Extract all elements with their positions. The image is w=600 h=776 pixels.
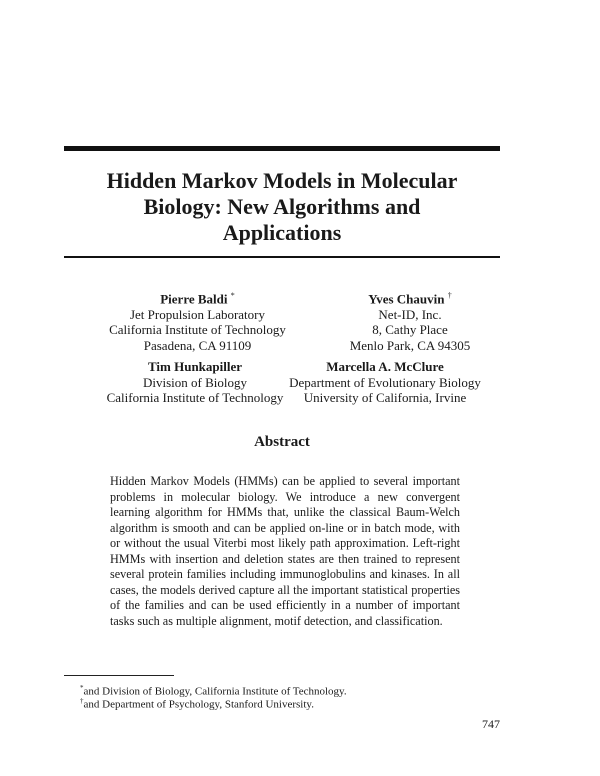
abstract-text: Hidden Markov Models (HMMs) can be applied to several important problems in molecular biology. We introduce a new convergent learning algorithm for HMMs that, unlike the classical Baum-Welch algorithm is smooth and can be applied on-line or in batch mode, with or without the usual Viterbi most likely path approximation. Left-right HMMs with insertion and deletion states are then trained to represent several protein families including immunoglobulins and kinases. In all cases, the models derived capture all the important statistical properties of the families and can be used efficiently in a number of important tasks such as multiple alignment, motif detection, and classification. [110,474,460,628]
author-affiliation: 8, Cathy Place [372,322,448,338]
top-rule [64,146,500,151]
author-affiliation: Menlo Park, CA 94305 [349,337,471,353]
author-affiliation: Net-ID, Inc. [378,306,442,322]
page-number: 747 [482,717,500,731]
footnote-rule [64,675,174,676]
title-line-1: Hidden Markov Models in Molecular [106,168,458,193]
author-mark: * [230,291,235,300]
author-name: Yves Chauvin [368,291,445,307]
author-name: Tim Hunkapiller [147,359,243,374]
author-mark: † [447,291,452,300]
author-block-baldi [90,288,305,353]
author-affiliation: Division of Biology [142,374,247,390]
abstract-heading: Abstract [254,434,310,450]
paper-title [64,168,500,246]
footnote-mark: † [80,697,84,705]
footnote-text: and Division of Biology, California Institute of Technology. [83,685,347,698]
author-affiliation: California Institute of Technology [106,390,284,405]
footnote-mark: * [80,684,84,692]
author-affiliation: California Institute of Technology [109,322,286,338]
author-name: Marcella A. McClure [326,359,444,374]
author-block-mcclure [280,359,490,406]
footnote-2 [80,695,500,712]
author-block-chauvin [320,288,500,353]
author-name: Pierre Baldi [160,291,228,307]
author-affiliation: Jet Propulsion Laboratory [129,306,266,322]
title-line-2: Biology: New Algorithms and [143,194,421,219]
title-rule [64,256,500,258]
footnote-text: and Department of Psychology, Stanford University. [83,698,314,711]
author-affiliation: Department of Evolutionary Biology [289,374,481,390]
author-affiliation: Pasadena, CA 91109 [143,337,252,353]
author-affiliation: University of California, Irvine [303,390,467,405]
title-line-3: Applications [222,220,342,245]
